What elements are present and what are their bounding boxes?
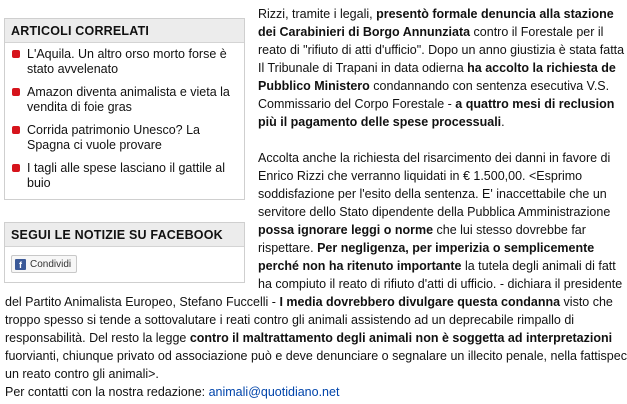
text-line: Enrico Rizzi che verranno liquidati in € 1.500,00. <Esprimo xyxy=(258,169,583,183)
text-line: servitore dello Stato dipendente della Pubblica Amministrazione xyxy=(258,205,611,219)
related-article-line[interactable]: stato avvelenato xyxy=(27,61,119,76)
related-article-line[interactable]: Corrida patrimonio Unesco? La xyxy=(27,123,201,137)
text-line: troppo spesso si tende a sottovalutare i reati contro gli animali assistendo ad un deprecabile rimpallo di xyxy=(5,313,575,327)
related-article-line[interactable]: L'Aquila. Un altro orso morto forse è xyxy=(27,47,227,61)
text-line: Accolta anche la richiesta del risarcimento dei danni in favore di xyxy=(258,151,611,165)
text-line: ha compiuto il reato di rifiuto d'atti di ufficio. - dichiara il presidente xyxy=(258,277,623,291)
related-articles-title: ARTICOLI CORRELATI xyxy=(5,19,244,43)
text-line: reato di "rifiuto di atti d'ufficio". Dopo un anno giustizia è stata fatta xyxy=(258,43,625,57)
text-line: possa ignorare leggi o norme che lui stesso dovrebbe far xyxy=(258,223,586,237)
related-article-line[interactable]: I tagli alle spese lasciano il gattile al xyxy=(27,161,226,175)
share-label[interactable]: Condividi xyxy=(30,258,72,270)
related-article-line[interactable]: Spagna ci vuole provare xyxy=(27,137,162,152)
text-line: rispettare. Per negligenza, per imperizia o semplicemente xyxy=(258,241,595,255)
email-link[interactable]: animali@quotidiano.net xyxy=(208,385,340,399)
text-line: del Partito Animalista Europeo, Stefano Fuccelli - I media dovrebbero divulgare questa condanna visto che xyxy=(5,295,613,309)
contact-line: Per contatti con la nostra redazione: animali@quotidiano.net xyxy=(5,385,340,399)
text-line: più il pagamento delle spese processuali. xyxy=(258,115,505,129)
text-line: un reato contro gli animali>. xyxy=(5,367,159,381)
facebook-icon: f xyxy=(15,259,26,270)
text-line: Il Tribunale di Trapani in data odierna ha accolto la richiesta de xyxy=(258,61,616,75)
facebook-box-title: SEGUI LE NOTIZIE SU FACEBOOK xyxy=(5,223,244,247)
text-line: soddisfazione per l'esito della sentenza. E' inaccettabile che un xyxy=(258,187,607,201)
text-line: Rizzi, tramite i legali, presentò formale denuncia alla stazione xyxy=(258,7,614,21)
text-line: perché non ha ritenuto importante la tutela degli animali di fatt xyxy=(258,259,616,273)
text-line: responsabilità. Del resto la legge contro il maltrattamento degli animali non è soggetta ad interpretazioni xyxy=(5,331,613,345)
related-article-line[interactable]: Amazon diventa animalista e vieta la xyxy=(27,85,230,99)
text-line: dei Carabinieri di Borgo Annunziata contro il Forestale per il xyxy=(258,25,604,39)
related-article-line[interactable]: vendita di foie gras xyxy=(27,99,132,114)
related-article-line[interactable]: buio xyxy=(27,175,51,190)
text-line: fuorvianti, chiunque privato od associazione può e deve denunciare o segnalare un illecito penale, nella fattispec xyxy=(5,349,627,363)
text-line: Pubblico Ministero condannando con sentenza esecutiva V.S. xyxy=(258,79,610,93)
text-line: Commissario del Corpo Forestale - a quattro mesi di reclusion xyxy=(258,97,615,111)
